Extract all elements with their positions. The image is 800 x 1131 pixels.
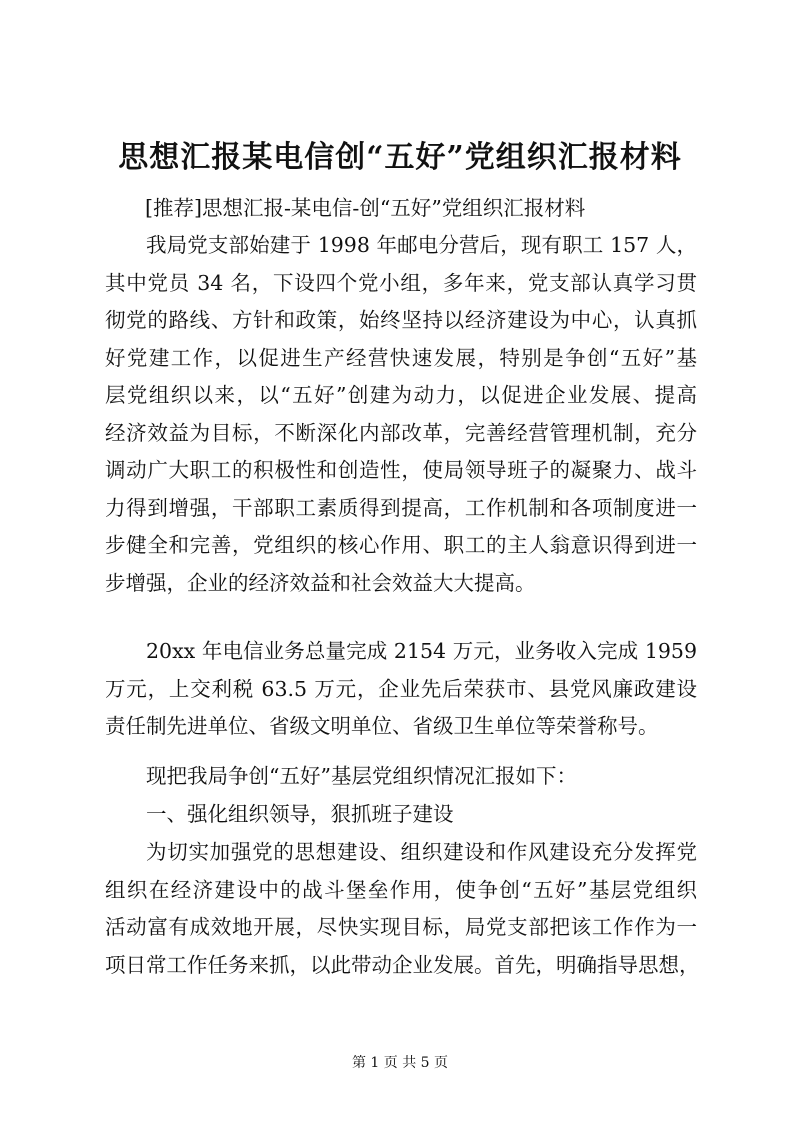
document-subtitle: [推荐]思想汇报-某电信-创“五好”党组织汇报材料 — [145, 196, 586, 220]
text-line: 好党建工作，以促进生产经营快速发展，特别是争创“五好”基 — [105, 345, 697, 370]
section-heading — [105, 796, 697, 834]
text-line: 步健全和完善，党组织的核心作用、职工的主人翁意识得到进一 — [105, 533, 697, 557]
text-line: 步增强，企业的经济效益和社会效益大大提高。 — [105, 570, 536, 595]
page-footer: 第 1 页 共 5 页 — [351, 1055, 449, 1071]
paragraph-performance — [105, 633, 697, 746]
paragraph-leadership — [105, 834, 700, 984]
text-line: 万元，上交利税 63.5 万元，企业先后荣获市、县党风廉政建设 — [105, 676, 697, 701]
text-line: 项日常工作任务来抓，以此带动企业发展。首先，明确指导思想， — [105, 952, 700, 977]
text-line: 为切实加强党的思想建设、组织建设和作风建设充分发挥党 — [146, 840, 697, 864]
text-line: 活动富有成效地开展，尽快实现目标，局党支部把该工作作为一 — [105, 915, 697, 939]
text-line: 调动广大职工的积极性和创造性，使局领导班子的凝聚力、战斗 — [105, 458, 697, 482]
text-line: 我局党支部始建于 1998 年邮电分营后，现有职工 157 人， — [146, 233, 697, 257]
text-line: 彻党的路线、方针和政策，始终坚持以经济建设为中心，认真抓 — [105, 308, 697, 332]
text-line: 组织在经济建设中的战斗堡垒作用，使争创“五好”基层党组织 — [105, 877, 697, 902]
text-line: 力得到增强，干部职工素质得到提高，工作机制和各项制度进一 — [105, 495, 697, 520]
text-line: 责任制先进单位、省级文明单位、省级卫生单位等荣誉称号。 — [105, 714, 659, 738]
text-line: 现把我局争创“五好”基层党组织情况汇报如下： — [146, 764, 577, 788]
text-line: 经济效益为目标，不断深化内部改革，完善经营管理机制，充分 — [105, 420, 697, 445]
paragraph-intro — [105, 227, 697, 602]
paragraph-report-intro — [105, 758, 697, 796]
text-line: 一、强化组织领导，狠抓班子建设 — [146, 802, 454, 826]
text-line: 层党组织以来，以“五好”创建为动力，以促进企业发展、提高 — [105, 383, 697, 407]
document-title: 思想汇报某电信创“五好”党组织汇报材料 — [118, 140, 682, 175]
text-line: 20xx 年电信业务总量完成 2154 万元，业务收入完成 1959 — [146, 639, 697, 663]
text-line: 其中党员 34 名，下设四个党小组，多年来，党支部认真学习贯 — [105, 270, 697, 295]
